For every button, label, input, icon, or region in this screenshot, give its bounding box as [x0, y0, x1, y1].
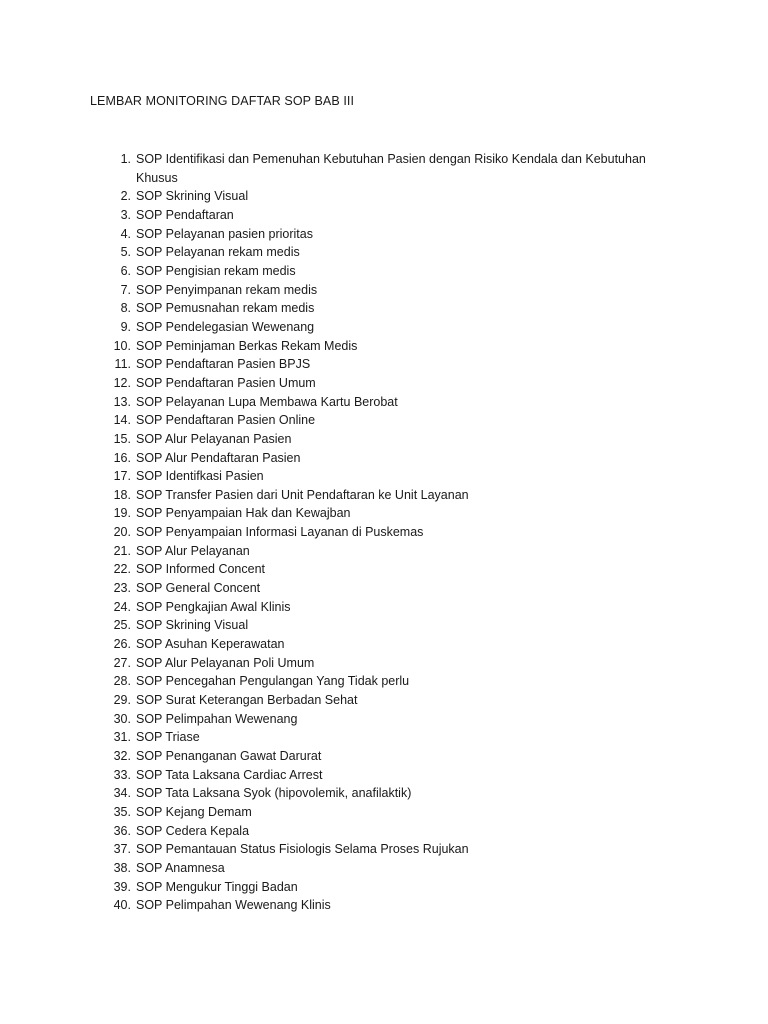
list-item [0, 560, 768, 579]
list-item-number: 15. [113, 431, 131, 446]
list-item-text: SOP Anamnesa [136, 860, 225, 875]
list-item-text: SOP Penyampaian Informasi Layanan di Puskemas [136, 525, 424, 540]
list-item-text: SOP Kejang Demam [136, 804, 252, 819]
list-item [0, 337, 768, 356]
list-item-text: SOP Pendaftaran [136, 207, 234, 222]
list-item-text: SOP Pemantauan Status Fisiologis Selama Proses Rujukan [136, 842, 469, 857]
list-item-number: 23. [113, 581, 131, 596]
list-item-number: 39. [113, 879, 131, 894]
list-item-number: 29. [113, 693, 131, 708]
list-item-text: SOP Pengisian rekam medis [136, 263, 296, 278]
list-item [0, 822, 768, 841]
list-item [0, 784, 768, 803]
list-item-number: 28. [113, 674, 131, 689]
list-item [0, 654, 768, 673]
list-item-text: SOP Pendaftaran Pasien BPJS [136, 357, 311, 372]
list-item-text: SOP Pelimpahan Wewenang [136, 711, 298, 726]
sop-list [0, 150, 768, 915]
list-item-number: 33. [113, 767, 131, 782]
list-item-number: 40. [113, 898, 131, 913]
list-item-number: 38. [113, 860, 131, 875]
list-item-number: 17. [113, 469, 131, 484]
list-item-text: SOP Pencegahan Pengulangan Yang Tidak perlu [136, 674, 410, 689]
list-item [0, 206, 768, 225]
list-item-number: 2. [120, 189, 131, 204]
list-item [0, 691, 768, 710]
list-item-number: 34. [113, 786, 131, 801]
list-item-number: 1. [120, 152, 131, 166]
list-item [0, 243, 768, 262]
list-item [0, 318, 768, 337]
list-item [0, 393, 768, 412]
list-item-number: 13. [113, 394, 131, 409]
list-item-number: 11. [114, 357, 131, 372]
list-item [0, 430, 768, 449]
list-item [0, 747, 768, 766]
list-item-text: SOP Tata Laksana Cardiac Arrest [136, 767, 323, 782]
list-item-number: 14. [113, 413, 131, 428]
list-item [0, 262, 768, 281]
list-item [0, 766, 768, 785]
list-item-text: SOP Asuhan Keperawatan [136, 637, 285, 652]
list-item-number: 21. [113, 543, 131, 558]
list-item-text: SOP Alur Pelayanan Pasien [136, 431, 292, 446]
list-item-text: SOP Pengkajian Awal Klinis [136, 599, 291, 614]
list-item-text: SOP Pelimpahan Wewenang Klinis [136, 898, 331, 913]
list-item-text: SOP Penyampaian Hak dan Kewajban [136, 506, 351, 521]
list-item [0, 187, 768, 206]
list-item [0, 150, 768, 187]
list-item [0, 616, 768, 635]
list-item-text: SOP Identifikasi dan Pemenuhan Kebutuhan Pasien dengan Risiko Kendala dan Kebutuhan Khusus [136, 152, 646, 185]
list-item-text: SOP Triase [136, 730, 200, 745]
list-item-text: SOP Mengukur Tinggi Badan [136, 879, 298, 894]
list-item-number: 3. [120, 207, 131, 222]
list-item-number: 16. [113, 450, 131, 465]
list-item-number: 36. [113, 823, 131, 838]
list-item-number: 6. [120, 263, 131, 278]
list-item-text: SOP Skrining Visual [136, 189, 249, 204]
list-item-number: 24. [113, 599, 131, 614]
list-item-number: 5. [120, 245, 131, 260]
list-item-text: SOP Transfer Pasien dari Unit Pendaftaran ke Unit Layanan [136, 487, 469, 502]
list-item [0, 355, 768, 374]
list-item-text: SOP Pendaftaran Pasien Online [136, 413, 316, 428]
list-item [0, 504, 768, 523]
list-item-number: 12. [113, 375, 131, 390]
list-item-number: 26. [113, 637, 131, 652]
list-item-text: SOP Pendelegasian Wewenang [136, 319, 315, 334]
list-item [0, 710, 768, 729]
list-item [0, 672, 768, 691]
list-item [0, 523, 768, 542]
list-item-text: SOP Pelayanan Lupa Membawa Kartu Berobat [136, 394, 398, 409]
list-item-number: 10. [113, 338, 131, 353]
list-item [0, 299, 768, 318]
list-item [0, 728, 768, 747]
list-item-number: 7. [120, 282, 131, 297]
list-item-text: SOP Peminjaman Berkas Rekam Medis [136, 338, 358, 353]
list-item-text: SOP Skrining Visual [136, 618, 249, 633]
list-item-text: SOP General Concent [136, 581, 261, 596]
list-item-number: 9. [120, 319, 131, 334]
list-item-number: 19. [113, 506, 131, 521]
list-item [0, 840, 768, 859]
list-item-text: SOP Pelayanan pasien prioritas [136, 226, 313, 241]
list-item-text: SOP Penanganan Gawat Darurat [136, 749, 322, 763]
list-item-number: 25. [113, 618, 131, 633]
list-item [0, 467, 768, 486]
list-item [0, 411, 768, 430]
document-title: LEMBAR MONITORING DAFTAR SOP BAB III [90, 94, 355, 108]
list-item-number: 20. [113, 525, 131, 540]
list-item [0, 486, 768, 505]
list-item [0, 374, 768, 393]
list-item-text: SOP Informed Concent [136, 562, 266, 577]
list-item-text: SOP Identifkasi Pasien [136, 469, 264, 484]
list-item-number: 37. [113, 842, 131, 857]
list-item-text: SOP Tata Laksana Syok (hipovolemik, anafilaktik) [136, 786, 412, 801]
list-item [0, 598, 768, 617]
list-item-text: SOP Penyimpanan rekam medis [136, 282, 318, 297]
list-item [0, 803, 768, 822]
list-item-text: SOP Pelayanan rekam medis [136, 245, 300, 260]
list-item [0, 878, 768, 897]
list-item-text: SOP Alur Pelayanan Poli Umum [136, 655, 315, 670]
list-item-text: SOP Alur Pelayanan [136, 543, 250, 558]
list-item-number: 18. [113, 487, 131, 502]
list-item [0, 225, 768, 244]
list-item [0, 542, 768, 561]
list-item-text: SOP Cedera Kepala [136, 823, 250, 838]
list-item-text: SOP Pemusnahan rekam medis [136, 301, 315, 316]
list-item-number: 31. [113, 730, 131, 745]
list-item-number: 22. [113, 562, 131, 577]
list-item-number: 8. [120, 301, 131, 316]
list-item [0, 859, 768, 878]
list-item-number: 27. [113, 655, 131, 670]
list-item [0, 635, 768, 654]
list-item-text: SOP Surat Keterangan Berbadan Sehat [136, 693, 358, 708]
list-item [0, 281, 768, 300]
list-item [0, 896, 768, 915]
list-item-number: 35. [113, 804, 131, 819]
list-item [0, 449, 768, 468]
list-item-number: 32. [113, 749, 131, 763]
list-item-number: 4. [120, 226, 131, 241]
list-item [0, 579, 768, 598]
list-item-text: SOP Pendaftaran Pasien Umum [136, 375, 316, 390]
list-item-number: 30. [113, 711, 131, 726]
list-item-text: SOP Alur Pendaftaran Pasien [136, 450, 301, 465]
